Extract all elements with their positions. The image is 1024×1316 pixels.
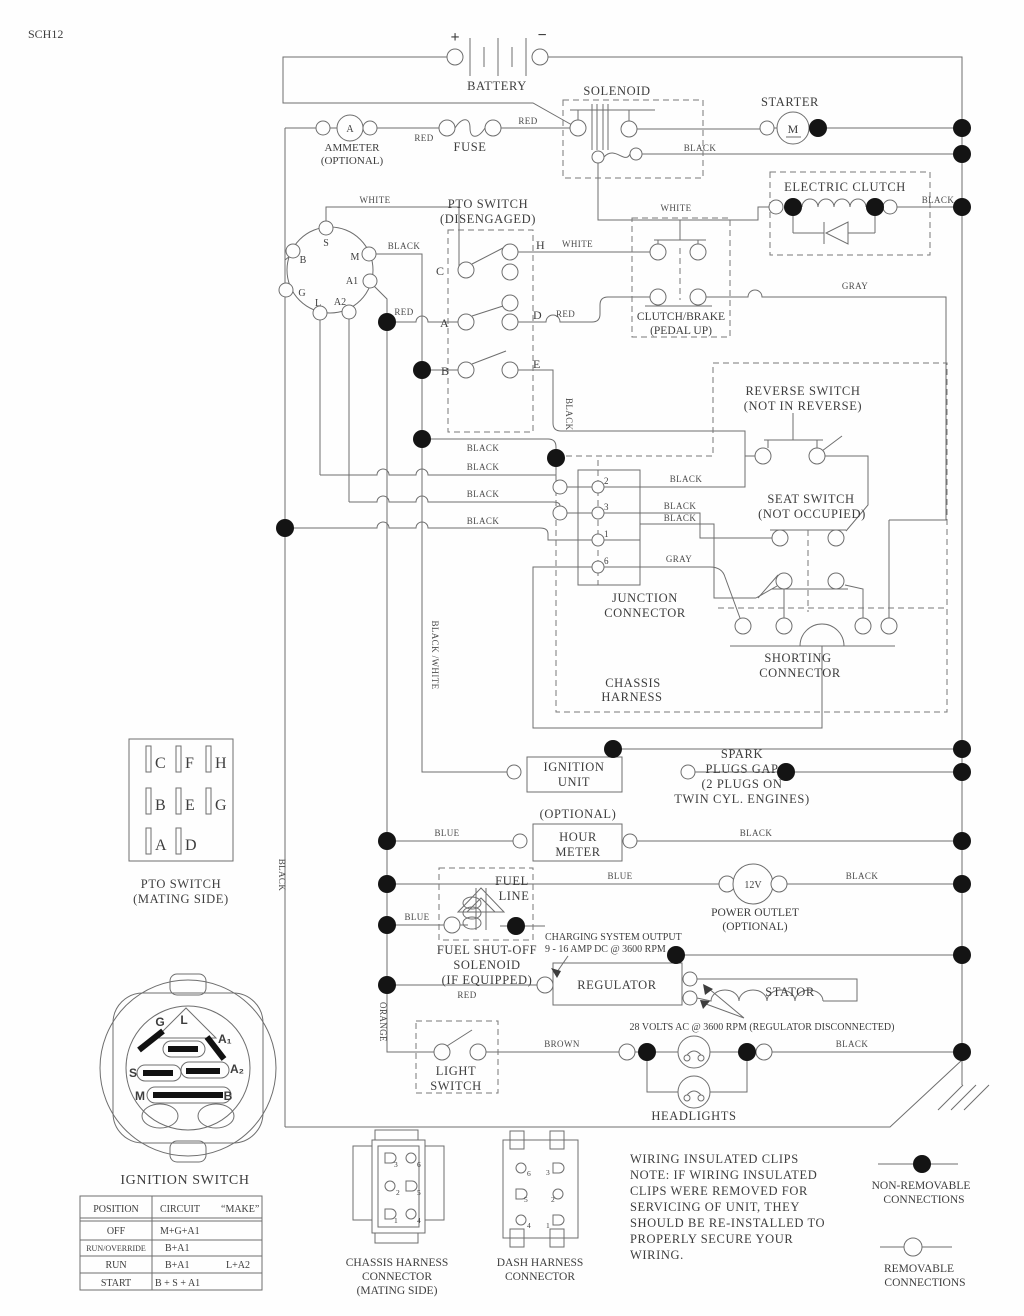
wire-label-black-12v: BLACK (845, 871, 879, 881)
ign-key-a1: A₁ (218, 1032, 232, 1046)
pto-terminal-h: H (536, 238, 545, 252)
wire-label-black-w3: BLACK (466, 489, 500, 499)
wire-label-white-2: WHITE (660, 203, 692, 213)
ignition-switch-label: IGNITION SWITCH (120, 1173, 250, 1188)
chassis-connector-symbol (353, 1130, 444, 1243)
pto-mating-pin-b: B (155, 797, 166, 814)
connection-dots (276, 119, 971, 1061)
reverse-switch-symbol (755, 448, 825, 464)
solenoid-symbol (570, 104, 655, 163)
fuse-label: FUSE (453, 140, 487, 154)
chassis-pin-6: 6 (417, 1160, 421, 1169)
wire-label-black-3: BLACK (387, 241, 421, 251)
clutch-brake-symbol (650, 244, 706, 305)
hour-meter-label-1: HOUR (559, 830, 597, 844)
ign-conn-s: S (323, 238, 329, 249)
pto-mating-pin-g: G (215, 797, 227, 814)
note-line-3: CLIPS WERE REMOVED FOR (630, 1184, 808, 1198)
spark-label-4: TWIN CYL. ENGINES) (674, 792, 810, 806)
light-switch-label-2: SWITCH (430, 1079, 482, 1093)
wire-label-blackwhite-vert: BLACK /WHITE (430, 620, 440, 690)
pto-mating-pin-f: F (185, 755, 194, 772)
ammeter-label-2: (OPTIONAL) (320, 155, 384, 167)
table-col-circuit: CIRCUIT (160, 1204, 200, 1215)
note-line-4: SERVICING OF UNIT, THEY (630, 1200, 800, 1214)
ammeter-a: A (346, 124, 354, 135)
dash-pin-5: 5 (524, 1195, 528, 1204)
power-outlet-value: 12V (744, 880, 762, 891)
shorting-label-1: SHORTING (764, 651, 832, 665)
table-row-runoverride-position: RUN/OVERRIDE (86, 1244, 146, 1253)
chassis-pin-1: 1 (394, 1216, 398, 1225)
wire-label-red-reg: RED (457, 990, 477, 1000)
table-row-off-position: OFF (106, 1226, 126, 1237)
wire-label-black-hour: BLACK (739, 828, 773, 838)
pto-mating-pin-e: E (185, 797, 195, 814)
fuel-solenoid-label-2: SOLENOID (453, 958, 521, 972)
pto-terminal-d: D (533, 308, 542, 322)
junction-label-1: JUNCTION (612, 591, 678, 605)
battery-plus: + (450, 29, 460, 46)
fuel-solenoid-symbol (444, 888, 504, 933)
wire-label-black-2: BLACK (921, 195, 955, 205)
pto-mating-pin-d: D (185, 837, 197, 854)
wire-label-blue-2: BLUE (607, 871, 633, 881)
hour-meter-optional: (OPTIONAL) (539, 807, 617, 821)
legend-nonremovable-2: CONNECTIONS (883, 1194, 965, 1206)
wire-label-black-vert-e: BLACK (564, 398, 574, 431)
ign-key-l: L (180, 1013, 188, 1027)
junction-pin-6: 6 (604, 556, 609, 566)
fuel-line-label-1: FUEL (495, 874, 529, 888)
wire-label-white-3: WHITE (562, 239, 593, 249)
dash-pin-4: 4 (527, 1221, 531, 1230)
dash-connector-label-1: DASH HARNESS (496, 1257, 584, 1269)
dash-pin-6: 6 (527, 1169, 531, 1178)
wire-label-black-w1: BLACK (466, 443, 500, 453)
wire-label-black-w2: BLACK (466, 462, 500, 472)
regulator-label: REGULATOR (577, 978, 657, 992)
note-line-7: WIRING. (630, 1248, 684, 1262)
pto-mating-pin-a: A (155, 837, 167, 854)
wire-label-gray-1: GRAY (841, 281, 869, 291)
chassis-connector-label-3: (MATING SIDE) (356, 1285, 438, 1297)
pto-switch-label-1: PTO SWITCH (447, 197, 529, 211)
dash-pin-1: 1 (546, 1221, 550, 1230)
chassis-pin-5: 5 (417, 1188, 421, 1197)
clips-note (630, 1152, 825, 1262)
charging-label-1: CHARGING SYSTEM OUTPUT (545, 932, 682, 943)
light-switch-symbol (434, 1030, 486, 1060)
ign-key-m: M (135, 1089, 145, 1103)
battery-label: BATTERY (467, 79, 527, 93)
wire-label-white-1: WHITE (359, 195, 391, 205)
charging-label-2: 9 - 16 AMP DC @ 3600 RPM (545, 944, 666, 955)
solenoid-label: SOLENOID (583, 84, 651, 98)
wire-label-black-p1: BLACK (663, 513, 697, 523)
pto-mating-pin-h: H (215, 755, 227, 772)
junction-label-2: CONNECTOR (604, 606, 686, 620)
wire-label-red-2: RED (518, 116, 538, 126)
wire-label-black-p2: BLACK (669, 474, 703, 484)
junction-pin-2: 2 (604, 476, 609, 486)
seat-switch-label-2: (NOT OCCUPIED) (758, 507, 866, 521)
battery-minus: − (537, 27, 547, 44)
clutch-brake-label-2: (PEDAL UP) (650, 325, 712, 337)
ign-conn-a1: A1 (345, 276, 359, 287)
spark-label-2: PLUGS GAP (705, 762, 779, 776)
schematic-id: SCH12 (28, 27, 64, 41)
wire-label-blue-3: BLUE (404, 912, 430, 922)
pto-terminal-e: E (533, 357, 541, 371)
table-row-runoverride-circuit: B+A1 (165, 1243, 190, 1254)
table-col-make: “MAKE” (221, 1204, 260, 1215)
ign-key-a2: A₂ (230, 1062, 244, 1076)
table-row-run-extra: L+A2 (226, 1260, 250, 1271)
legend-removable-2: CONNECTIONS (884, 1277, 966, 1289)
light-switch-label-1: LIGHT (435, 1064, 477, 1078)
dash-pin-2: 2 (551, 1195, 555, 1204)
legend-removable-1: REMOVABLE (883, 1263, 955, 1275)
starter-symbol (760, 112, 809, 144)
wire-label-red-3: RED (394, 307, 414, 317)
chassis-pin-2: 2 (396, 1188, 400, 1197)
ign-conn-l: L (314, 298, 322, 309)
ign-conn-b: B (299, 255, 307, 266)
fuel-solenoid-label-3: (IF EQUIPPED) (441, 973, 533, 987)
pto-terminal-c: C (436, 264, 445, 278)
hour-meter-label-2: METER (555, 845, 601, 859)
wire-label-orange-vert: ORANGE (378, 1002, 388, 1042)
wire-label-black-head: BLACK (835, 1039, 869, 1049)
chassis-pin-4: 4 (417, 1216, 421, 1225)
pto-terminal-a: A (440, 316, 449, 330)
ign-key-g: G (155, 1015, 165, 1029)
spark-label-3: (2 PLUGS ON (701, 777, 783, 791)
ign-conn-g: G (298, 288, 306, 299)
note-line-5: SHOULD BE RE-INSTALLED TO (630, 1216, 826, 1230)
pto-mating-pin-c: C (155, 755, 166, 772)
battery-symbol (447, 38, 548, 76)
table-row-off-circuit: M+G+A1 (160, 1226, 200, 1237)
note-line-1: WIRING INSULATED CLIPS (630, 1152, 799, 1166)
shorting-label-2: CONNECTOR (759, 666, 841, 680)
table-row-run-position: RUN (105, 1260, 127, 1271)
stator-label: STATOR (765, 985, 815, 999)
ignition-unit-label-2: UNIT (557, 775, 591, 789)
ammeter-label-1: AMMETER (324, 142, 380, 154)
fuel-line-label-2: LINE (498, 889, 530, 903)
chassis-connector-label-1: CHASSIS HARNESS (345, 1257, 449, 1269)
chassis-harness-label-1: CHASSIS (605, 676, 661, 690)
ignition-connector-symbol (279, 221, 377, 320)
dash-connector-symbol (503, 1131, 578, 1247)
fuel-solenoid-label-1: FUEL SHUT-OFF (436, 943, 538, 957)
stator-note: 28 VOLTS AC @ 3600 RPM (REGULATOR DISCONNECTED) (629, 1022, 895, 1033)
pto-mating-label-1: PTO SWITCH (140, 877, 222, 891)
table-col-position: POSITION (93, 1204, 139, 1215)
note-line-6: PROPERLY SECURE YOUR (630, 1232, 794, 1246)
reverse-switch-label-2: (NOT IN REVERSE) (743, 399, 863, 413)
seat-switch-label-1: SEAT SWITCH (767, 492, 855, 506)
pto-terminal-b: B (441, 364, 450, 378)
power-outlet-label-1: POWER OUTLET (711, 907, 799, 919)
ign-conn-m: M (350, 252, 360, 263)
junction-pin-3: 3 (604, 502, 609, 512)
legend-nonremovable-1: NON-REMOVABLE (871, 1180, 971, 1192)
clutch-brake-label-1: CLUTCH/BRAKE (636, 311, 726, 323)
ignition-switch-symbol (100, 974, 276, 1162)
wire-label-brown: BROWN (544, 1039, 580, 1049)
ign-key-s: S (128, 1066, 138, 1080)
pto-mating-label-2: (MATING SIDE) (133, 892, 229, 906)
electric-clutch-label: ELECTRIC CLUTCH (784, 180, 906, 194)
table-row-start-circuit: B + S + A1 (155, 1278, 201, 1289)
table-row-start-position: START (100, 1278, 132, 1289)
ign-key-b: B (223, 1089, 233, 1103)
chassis-pin-3: 3 (394, 1160, 398, 1169)
power-outlet-label-2: (OPTIONAL) (722, 921, 788, 933)
wire-label-black-p3: BLACK (663, 501, 697, 511)
ign-conn-a2: A2 (333, 297, 347, 308)
spark-label-1: SPARK (720, 747, 764, 761)
wire-label-black-1: BLACK (683, 143, 717, 153)
wire-label-black-vert-left: BLACK (277, 858, 287, 892)
junction-pin-1: 1 (604, 529, 609, 539)
note-line-2: NOTE: IF WIRING INSULATED (630, 1168, 818, 1182)
chassis-connector-label-2: CONNECTOR (361, 1271, 433, 1283)
table-row-run-circuit: B+A1 (165, 1260, 190, 1271)
wire-label-black-w4: BLACK (466, 516, 500, 526)
dash-pin-3: 3 (546, 1168, 550, 1177)
position-table (86, 1204, 259, 1289)
starter-m: M (787, 122, 799, 136)
reverse-switch-label-1: REVERSE SWITCH (745, 384, 861, 398)
pto-switch-symbol (458, 244, 518, 378)
pto-switch-label-2: (DISENGAGED) (439, 212, 537, 226)
starter-label: STARTER (760, 95, 820, 109)
wire-label-red-4: RED (556, 309, 576, 319)
wire-label-red-1: RED (414, 133, 434, 143)
shorting-connector-symbol (735, 618, 897, 634)
ignition-unit-label-1: IGNITION (543, 760, 605, 774)
dash-connector-label-2: CONNECTOR (504, 1271, 576, 1283)
headlights-label: HEADLIGHTS (651, 1109, 737, 1123)
wire-label-gray-2: GRAY (665, 554, 693, 564)
chassis-harness-label-2: HARNESS (601, 690, 663, 704)
wire-label-blue-1: BLUE (434, 828, 460, 838)
